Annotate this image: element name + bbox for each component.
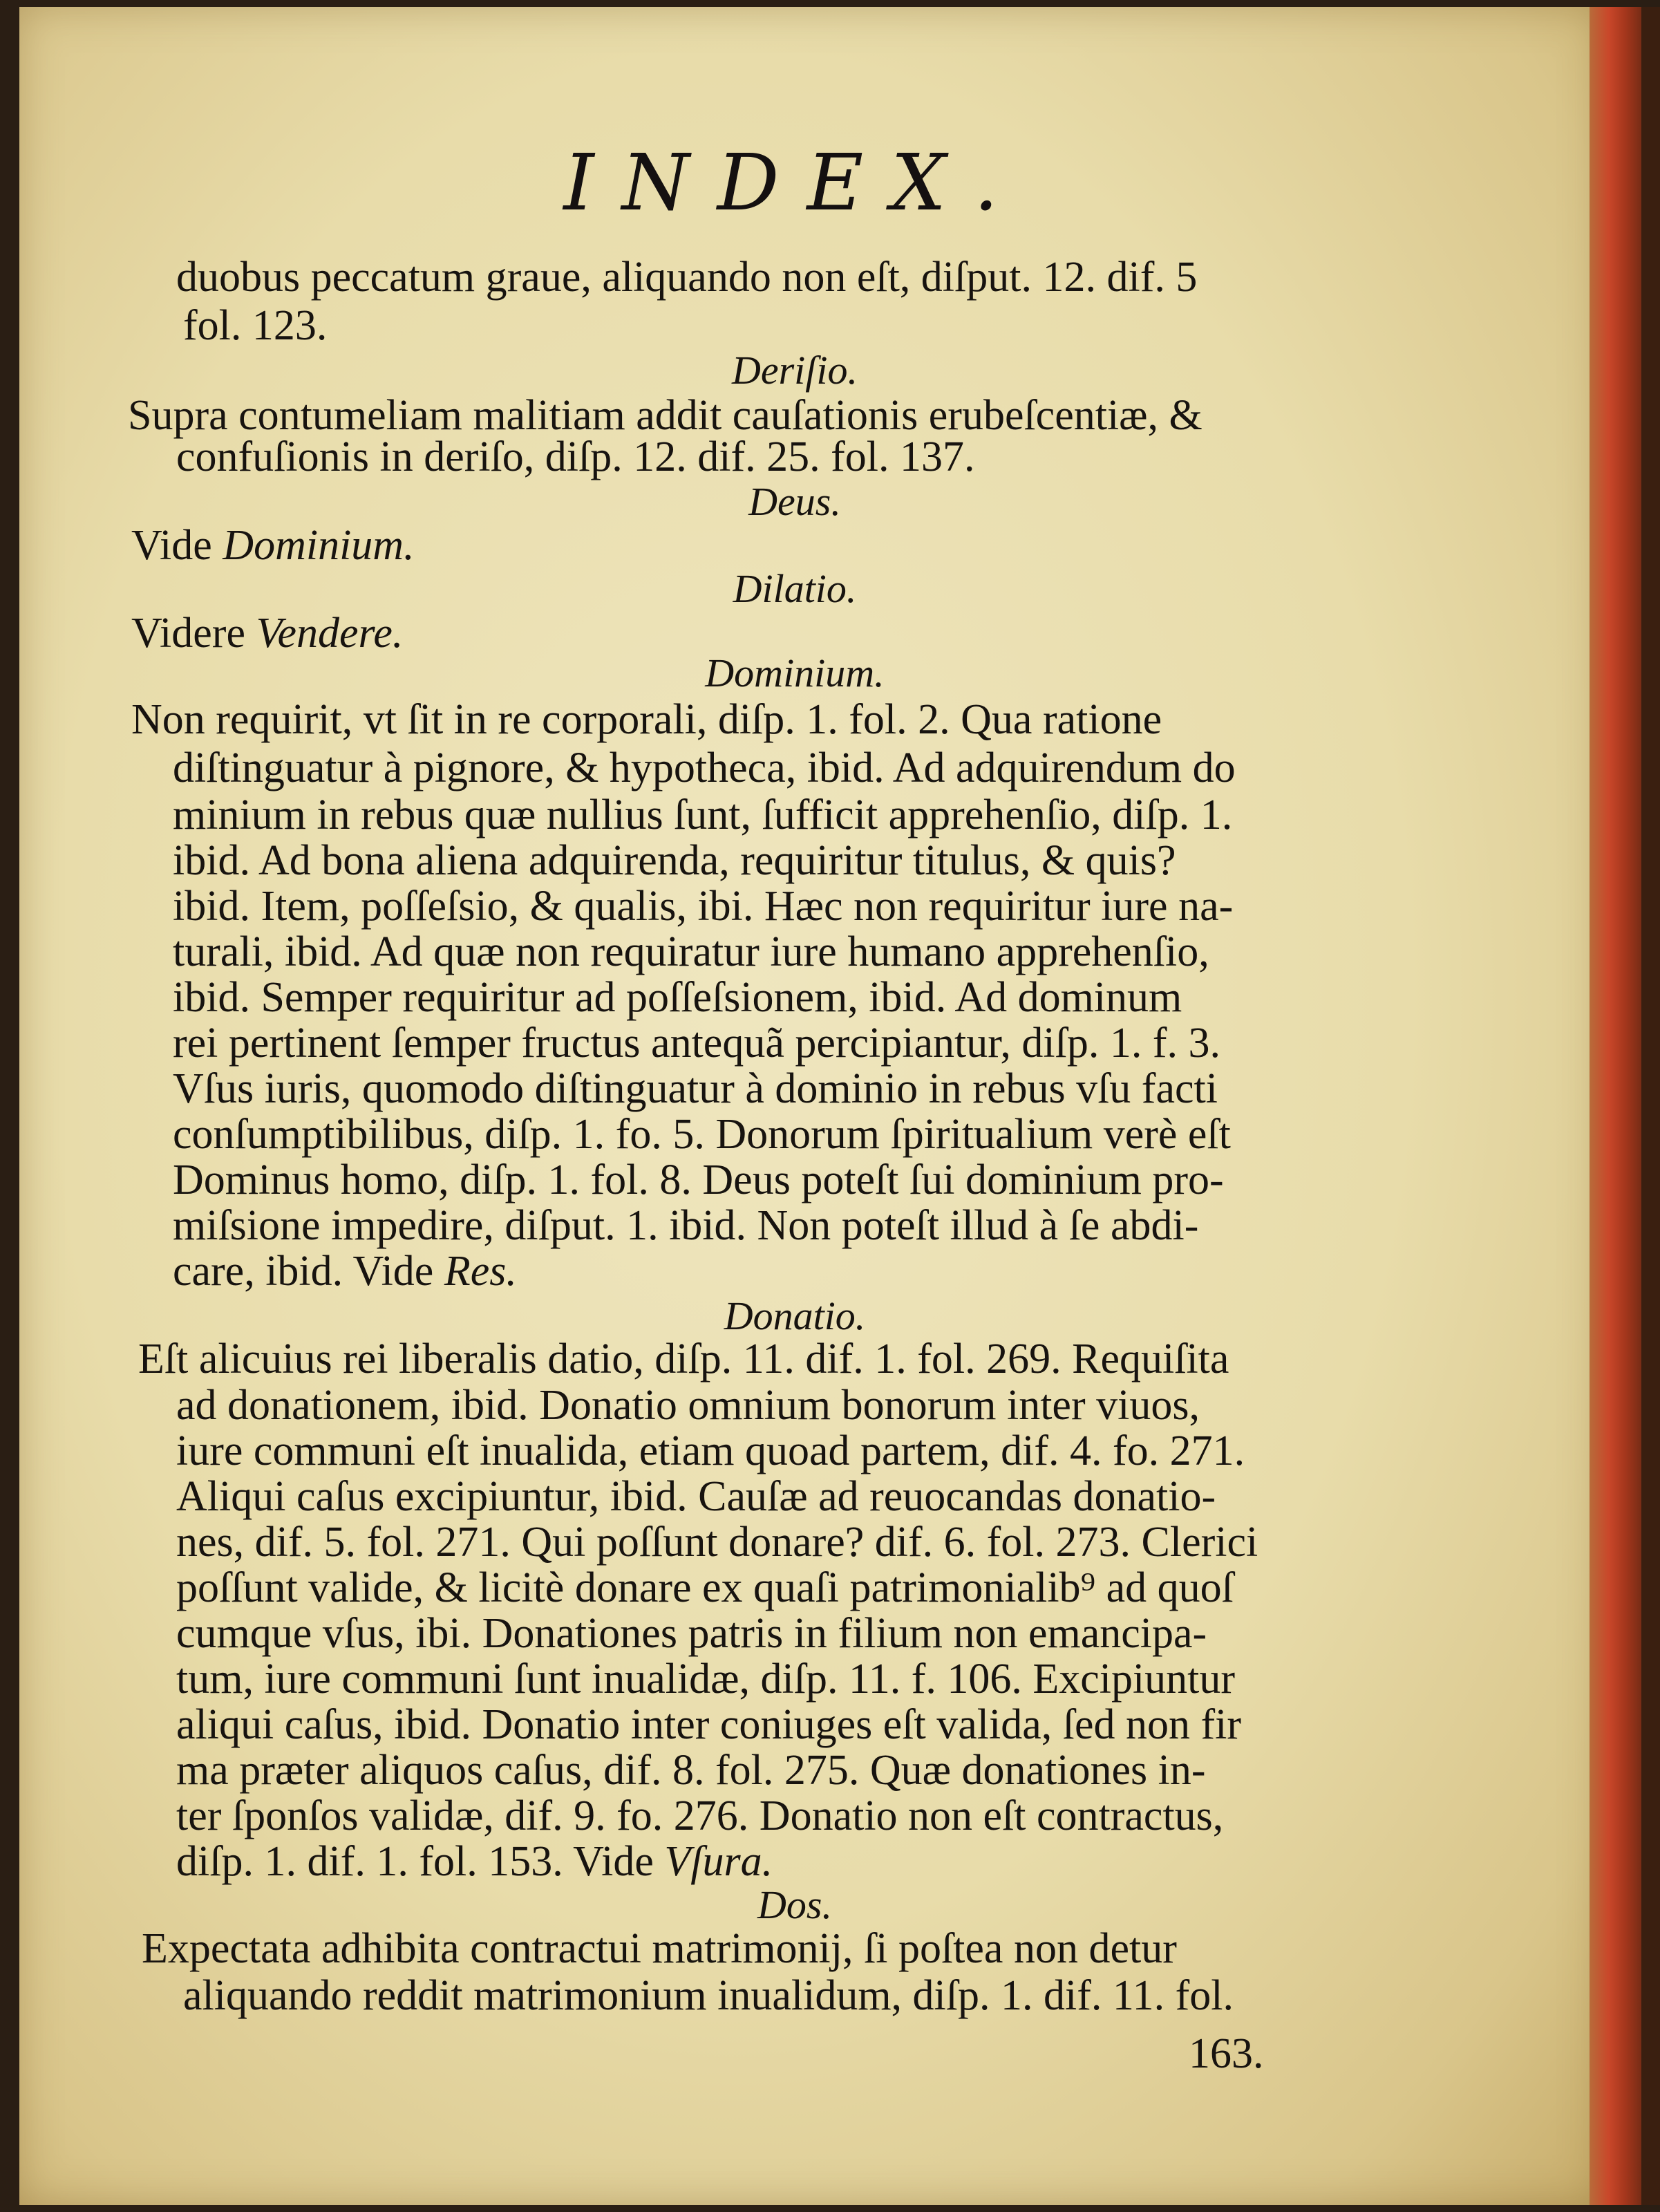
text-line: Expectata adhibita contractui matrimonij, ſi poſtea non detur <box>142 1925 1177 1972</box>
text-line: Aliqui caſus excipiuntur, ibid. Cauſæ ad reuocandas donatio- <box>176 1473 1216 1520</box>
text-line: minium in rebus quæ nullius ſunt, ſufficit apprehenſio, diſp. 1. <box>173 791 1233 838</box>
page-edge-red <box>1590 7 1645 2205</box>
text-line: ter ſponſos validæ, dif. 9. fo. 276. Donatio non eſt contractus, <box>176 1792 1224 1839</box>
text-line: confuſionis in deriſo, diſp. 12. dif. 25. fol. 137. <box>176 433 975 480</box>
entry-heading-dos: Dos. <box>757 1882 832 1927</box>
entry-heading-dilatio: Dilatio. <box>733 566 857 611</box>
text-line: nes, dif. 5. fol. 271. Qui poſſunt donare? dif. 6. fol. 273. Clerici <box>176 1519 1258 1566</box>
text-line: ibid. Semper requiritur ad poſſeſsionem, ibid. Ad dominum <box>173 974 1182 1021</box>
text-line: tum, iure communi ſunt inualidæ, diſp. 11. f. 106. Excipiuntur <box>176 1656 1236 1703</box>
text-line: poſſunt valide, & licitè donare ex quaſi patrimonialib⁹ ad quoſ <box>176 1564 1234 1611</box>
text-line: diſp. 1. dif. 1. fol. 153. Vide Vſura. <box>176 1838 773 1885</box>
text-line: Vide Dominium. <box>131 522 415 569</box>
text-line: aliquando reddit matrimonium inualidum, diſp. 1. dif. 11. fol. <box>183 1972 1234 2019</box>
entry-heading-donatio: Donatio. <box>724 1293 866 1338</box>
binding-edge <box>1641 7 1660 2205</box>
text-line: rei pertinent ſemper fructus antequã percipiantur, diſp. 1. f. 3. <box>173 1020 1220 1067</box>
entry-heading-derisio: Deriſio. <box>731 348 858 393</box>
text-line: conſumptibilibus, diſp. 1. fo. 5. Donorum ſpiritualium verè eſt <box>173 1111 1231 1158</box>
text-line: aliqui caſus, ibid. Donatio inter coniuges eſt valida, ſed non fir <box>176 1701 1242 1748</box>
text-line: Non requirit, vt ſit in re corporali, diſp. 1. fol. 2. Qua ratione <box>131 696 1162 743</box>
text-line: care, ibid. Vide Res. <box>173 1248 517 1295</box>
text-line: diſtinguatur à pignore, & hypotheca, ibid. Ad adquirendum do <box>173 744 1236 791</box>
text-line: Videre Vendere. <box>131 610 404 657</box>
entry-heading-dominium: Dominium. <box>705 650 885 695</box>
text-line: Vſus iuris, quomodo diſtinguatur à dominio in rebus vſu facti <box>173 1065 1218 1112</box>
page-heading: INDEX. <box>563 138 1026 228</box>
text-line: miſsione impedire, diſput. 1. ibid. Non poteſt illud à ſe abdi- <box>173 1202 1199 1249</box>
text-line: Eſt alicuius rei liberalis datio, diſp. 11. dif. 1. fol. 269. Requiſita <box>138 1335 1229 1382</box>
text-line: duobus peccatum graue, aliquando non eſt, diſput. 12. dif. 5 <box>176 254 1198 301</box>
text-line: ibid. Ad bona aliena adquirenda, requiritur titulus, & quis? <box>173 837 1176 884</box>
text-line: turali, ibid. Ad quæ non requiratur iure humano apprehenſio, <box>173 928 1209 975</box>
text-line: cumque vſus, ibi. Donationes patris in filium non emancipa- <box>176 1610 1207 1657</box>
text-line: 163. <box>1189 2030 1264 2077</box>
text-line: iure communi eſt inualida, etiam quoad partem, dif. 4. fo. 271. <box>176 1427 1245 1474</box>
text-line: Supra contumeliam malitiam addit cauſationis erubeſcentiæ, & <box>128 392 1202 439</box>
text-line: fol. 123. <box>183 302 328 349</box>
text-line: ad donationem, ibid. Donatio omnium bonorum inter viuos, <box>176 1382 1200 1429</box>
text-line: Dominus homo, diſp. 1. fol. 8. Deus poteſt ſui dominium pro- <box>173 1156 1224 1203</box>
entry-heading-deus: Deus. <box>748 479 841 524</box>
text-line: ma præter aliquos caſus, dif. 8. fol. 275. Quæ donationes in- <box>176 1747 1206 1794</box>
text-line: ibid. Item, poſſeſsio, & qualis, ibi. Hæc non requiritur iure na- <box>173 883 1234 930</box>
